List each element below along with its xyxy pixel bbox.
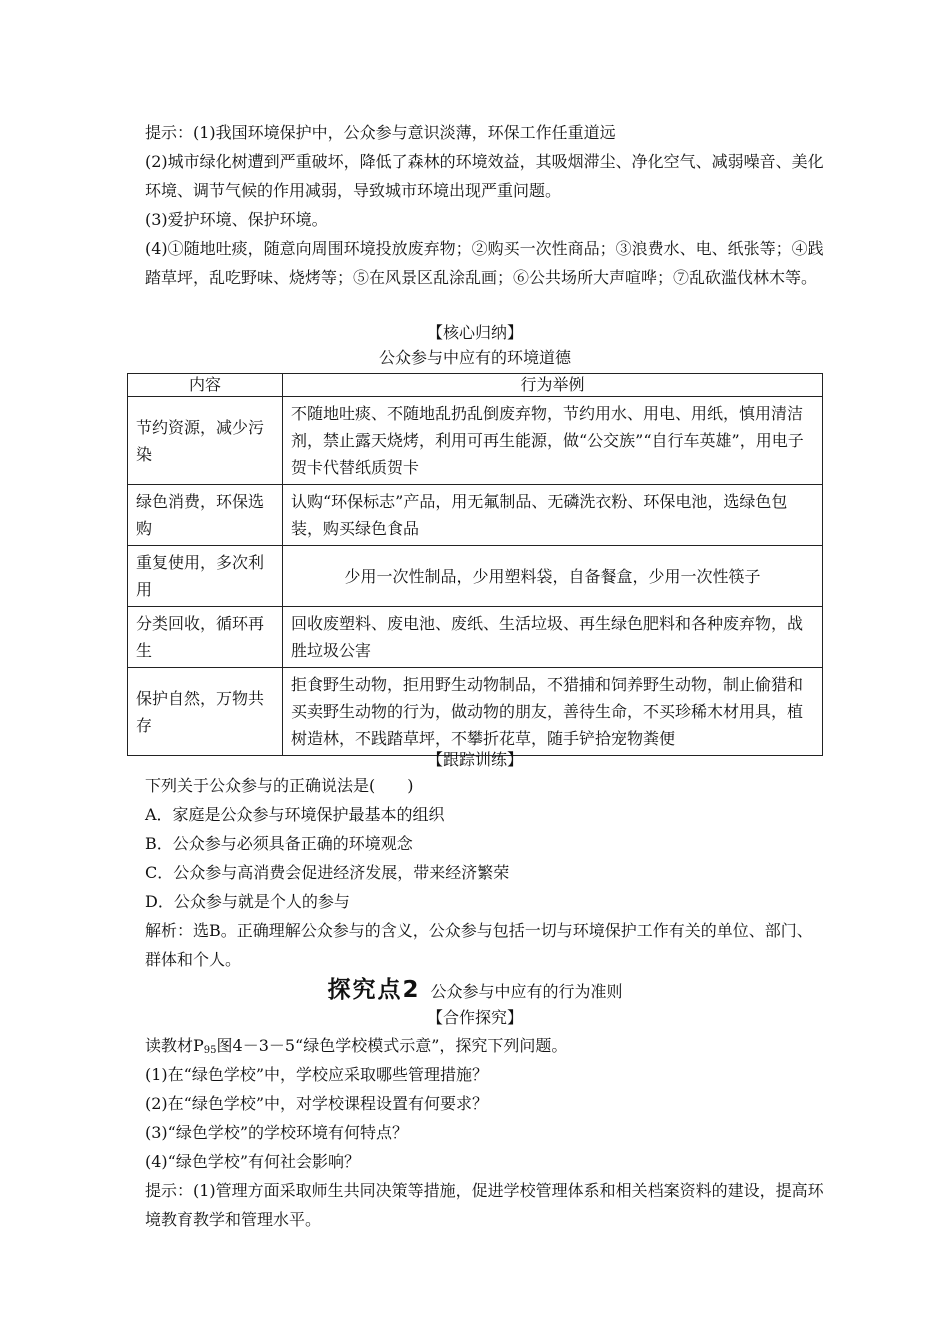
option-c: C．公众参与高消费会促进经济发展，带来经济繁荣 bbox=[145, 863, 510, 882]
hint-line-1: 提示：(1)我国环境保护中，公众参与意识淡薄，环保工作任重道远 bbox=[145, 123, 616, 142]
training-heading: 【跟踪训练】 bbox=[426, 750, 523, 769]
option-d: D．公众参与就是个人的参与 bbox=[145, 892, 350, 911]
table-cell-content: 分类回收，循环再生 bbox=[128, 607, 283, 668]
table-row bbox=[128, 397, 823, 485]
table-cell-examples: 拒食野生动物，拒用野生动物制品，不猎捕和饲养野生动物，制止偷猎和买卖野生动物的行为，做动物的朋友，善待生命，不买珍稀木材用具，植树造林，不践踏草坪，不攀折花草，随手铲拾宠物粪便 bbox=[283, 668, 823, 756]
hint-line-4: (4)①随地吐痰，随意向周围环境投放废弃物；②购买一次性商品；③浪费水、电、纸张等；④践踏草坪，乱吃野味、烧烤等；⑤在风景区乱涂乱画；⑥公共场所大声喧哗；⑦乱砍滥伐林木等。 bbox=[145, 239, 824, 287]
table-cell-examples: 回收废塑料、废电池、废纸、生活垃圾、再生绿色肥料和各种废弃物，战胜垃圾公害 bbox=[283, 607, 823, 668]
header-examples: 行为举例 bbox=[283, 374, 823, 397]
table-cell-examples: 不随地吐痰、不随地乱扔乱倒废弃物，节约用水、用电、用纸，慎用清洁剂，禁止露天烧烤，利用可再生能源，做“公交族”“自行车英雄”，用电子贺卡代替纸质贺卡 bbox=[283, 397, 823, 485]
option-a: A．家庭是公众参与环境保护最基本的组织 bbox=[145, 805, 445, 824]
section-title: 公众参与中应有的行为准则 bbox=[430, 982, 623, 1001]
analysis-text: 解析：选B。正确理解公众参与的含义，公众参与包括一切与环境保护工作有关的单位、部门、群体和个人。 bbox=[145, 921, 813, 969]
table-title: 公众参与中应有的环境道德 bbox=[378, 348, 571, 367]
question-2: (2)在“绿色学校”中，对学校课程设置有何要求？ bbox=[145, 1094, 489, 1113]
question-4: (4)“绿色学校”有何社会影响？ bbox=[145, 1152, 361, 1171]
page-number: 95 bbox=[203, 1045, 217, 1056]
table-cell-content: 绿色消费，环保选购 bbox=[128, 485, 283, 546]
table-cell-content: 保护自然，万物共存 bbox=[128, 668, 283, 756]
hint-answer-1: 提示：(1)管理方面采取师生共同决策等措施，促进学校管理体系和相关档案资料的建设，提高环境教育教学和管理水平。 bbox=[145, 1181, 824, 1229]
table-row bbox=[128, 607, 823, 668]
table-row bbox=[128, 485, 823, 546]
table-row bbox=[128, 668, 823, 756]
intro-text-b: 图4－3－5“绿色学校模式示意”，探究下列问题。 bbox=[216, 1036, 568, 1055]
table-row bbox=[128, 546, 823, 607]
question-stem: 下列关于公众参与的正确说法是( ) bbox=[145, 776, 414, 795]
hint-line-3: (3)爱护环境、保护环境。 bbox=[145, 210, 328, 229]
table-cell-examples: 少用一次性制品，少用塑料袋，自备餐盒，少用一次性筷子 bbox=[283, 546, 823, 607]
section-2-heading bbox=[0, 974, 950, 1008]
core-heading: 【核心归纳】 bbox=[426, 323, 523, 342]
table-header-row bbox=[128, 374, 823, 397]
hint-line-2: (2)城市绿化树遭到严重破坏，降低了森林的环境效益，其吸烟滞尘、净化空气、减弱噪音、美化环境、调节气候的作用减弱，导致城市环境出现严重问题。 bbox=[145, 152, 824, 200]
environment-ethics-table bbox=[127, 373, 823, 756]
cooperation-heading: 【合作探究】 bbox=[426, 1008, 523, 1027]
table-cell-content: 重复使用，多次利用 bbox=[128, 546, 283, 607]
question-3: (3)“绿色学校”的学校环境有何特点？ bbox=[145, 1123, 409, 1142]
intro-text-a: 读教材P bbox=[145, 1036, 204, 1055]
table-cell-content: 节约资源，减少污染 bbox=[128, 397, 283, 485]
header-content: 内容 bbox=[128, 374, 283, 397]
question-1: (1)在“绿色学校”中，学校应采取哪些管理措施？ bbox=[145, 1065, 489, 1084]
section-number-label: 探究点2 bbox=[327, 977, 421, 1003]
option-b: B．公众参与必须具备正确的环境观念 bbox=[145, 834, 413, 853]
table-cell-examples: 认购“环保标志”产品，用无氟制品、无磷洗衣粉、环保电池，选绿色包装，购买绿色食品 bbox=[283, 485, 823, 546]
